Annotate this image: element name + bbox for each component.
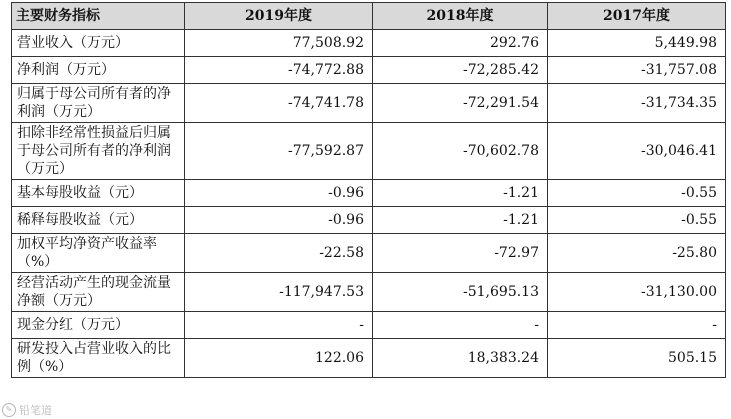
row-label: 归属于母公司所有者的净利润（万元） (12, 84, 185, 123)
cell-2019: -77,592.87 (185, 123, 373, 180)
cell-2017: 5,449.98 (548, 30, 726, 57)
table-row (12, 180, 726, 207)
table-row (12, 312, 726, 339)
cell-2018: -51,695.13 (373, 273, 548, 312)
watermark-logo-icon: ✎ (2, 403, 16, 417)
row-label: 经营活动产生的现金流量净额（万元） (12, 273, 185, 312)
header-2018: 2018年度 (373, 3, 548, 30)
cell-2019: - (185, 312, 373, 339)
cell-2018: -72,285.42 (373, 57, 548, 84)
cell-2017: -25.80 (548, 234, 726, 273)
row-label: 基本每股收益（元） (12, 180, 185, 207)
row-label: 研发投入占营业收入的比例（%） (12, 339, 185, 378)
table-header-row (12, 3, 726, 30)
cell-2018: -1.21 (373, 180, 548, 207)
cell-2019: 77,508.92 (185, 30, 373, 57)
cell-2019: -74,741.78 (185, 84, 373, 123)
table-row (12, 273, 726, 312)
header-2017: 2017年度 (548, 3, 726, 30)
cell-2017: -0.55 (548, 180, 726, 207)
cell-2017: -30,046.41 (548, 123, 726, 180)
table-row (12, 234, 726, 273)
financial-indicators-table (11, 2, 726, 378)
cell-2018: -70,602.78 (373, 123, 548, 180)
cell-2018: -1.21 (373, 207, 548, 234)
table-row (12, 207, 726, 234)
cell-2019: -117,947.53 (185, 273, 373, 312)
cell-2019: -74,772.88 (185, 57, 373, 84)
cell-2018: 292.76 (373, 30, 548, 57)
cell-2017: - (548, 312, 726, 339)
row-label: 现金分红（万元） (12, 312, 185, 339)
table-row (12, 123, 726, 180)
watermark-text: 铅笔道 (19, 404, 52, 417)
row-label: 营业收入（万元） (12, 30, 185, 57)
cell-2018: - (373, 312, 548, 339)
cell-2017: -31,130.00 (548, 273, 726, 312)
cell-2019: -0.96 (185, 207, 373, 234)
row-label: 加权平均净资产收益率（%） (12, 234, 185, 273)
row-label: 稀释每股收益（元） (12, 207, 185, 234)
table-row (12, 30, 726, 57)
cell-2017: -0.55 (548, 207, 726, 234)
watermark (2, 402, 52, 418)
cell-2017: 505.15 (548, 339, 726, 378)
row-label: 净利润（万元） (12, 57, 185, 84)
cell-2018: 18,383.24 (373, 339, 548, 378)
cell-2018: -72,291.54 (373, 84, 548, 123)
cell-2017: -31,734.35 (548, 84, 726, 123)
cell-2019: -22.58 (185, 234, 373, 273)
table-row (12, 57, 726, 84)
table-row (12, 339, 726, 378)
cell-2019: 122.06 (185, 339, 373, 378)
table-row (12, 84, 726, 123)
cell-2017: -31,757.08 (548, 57, 726, 84)
cell-2018: -72.97 (373, 234, 548, 273)
header-2019: 2019年度 (185, 3, 373, 30)
cell-2019: -0.96 (185, 180, 373, 207)
header-indicator: 主要财务指标 (12, 3, 185, 30)
row-label: 扣除非经常性损益后归属于母公司所有者的净利润（万元） (12, 123, 185, 180)
